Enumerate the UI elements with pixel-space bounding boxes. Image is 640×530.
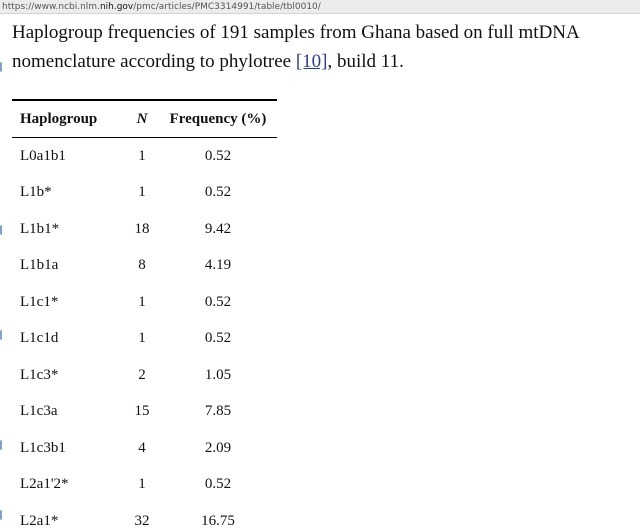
cell-n: 32	[134, 512, 150, 529]
cell-n: 1	[138, 147, 146, 164]
url-bar[interactable]	[0, 0, 640, 14]
table-row	[12, 394, 277, 431]
cell-frequency: 9.42	[204, 220, 232, 237]
cell-n: 4	[138, 439, 146, 456]
header-n: N	[136, 110, 148, 127]
url-suffix: /pmc/articles/PMC3314991/table/tbl0010/	[133, 2, 321, 12]
header-frequency: Frequency (%)	[169, 110, 267, 127]
cell-frequency: 0.52	[204, 147, 232, 164]
cell-haplogroup: L1b*	[20, 184, 52, 201]
cell-n: 1	[138, 184, 146, 201]
reference-link[interactable]: [10]	[295, 51, 328, 72]
cell-n: 8	[138, 257, 146, 274]
caption-line-2-end: , build 11.	[327, 51, 404, 72]
cell-frequency: 0.52	[204, 184, 232, 201]
cell-haplogroup: L1c3a	[20, 403, 58, 420]
margin-mark	[0, 330, 6, 340]
cell-frequency: 4.19	[204, 257, 232, 274]
cell-haplogroup: L1c3*	[20, 366, 59, 383]
cell-haplogroup: L2a1'2*	[20, 476, 69, 493]
cell-haplogroup: L1c1d	[20, 330, 59, 347]
table-row	[12, 175, 277, 212]
cell-haplogroup: L0a1b1	[20, 147, 66, 164]
table-row	[12, 211, 277, 248]
cell-haplogroup: L1c1*	[20, 293, 59, 310]
cell-n: 1	[138, 293, 146, 310]
cell-frequency: 1.05	[204, 366, 232, 383]
cell-n: 18	[134, 220, 150, 237]
table-row	[12, 138, 277, 175]
cell-haplogroup: L1c3b1	[20, 439, 66, 456]
cell-frequency: 7.85	[204, 403, 232, 420]
table-row	[12, 321, 277, 358]
cell-haplogroup: L1b1a	[20, 257, 59, 274]
cell-frequency: 2.09	[204, 439, 232, 456]
table-row	[12, 503, 277, 530]
cell-frequency: 16.75	[201, 512, 235, 529]
margin-mark	[0, 510, 6, 520]
table-row	[12, 357, 277, 394]
caption-line-2-text: nomenclature according to phylotree	[12, 51, 296, 72]
cell-n: 1	[138, 330, 146, 347]
cell-frequency: 0.52	[204, 330, 232, 347]
header-haplogroup: Haplogroup	[20, 110, 98, 127]
margin-mark	[0, 440, 6, 450]
cell-haplogroup: L1b1*	[20, 220, 60, 237]
haplogroup-table	[12, 99, 277, 530]
table-header-row	[12, 100, 277, 138]
table-row	[12, 284, 277, 321]
caption-line-1: Haplogroup frequencies of 191 samples from Ghana based on full mtDNA	[12, 22, 580, 43]
url-domain: nih.gov	[99, 2, 134, 12]
margin-mark	[0, 225, 6, 235]
table-row	[12, 248, 277, 285]
table-row	[12, 430, 277, 467]
caption-line-2	[12, 47, 640, 76]
cell-n: 2	[138, 366, 146, 383]
cell-haplogroup: L2a1*	[20, 512, 59, 529]
table-caption	[12, 18, 640, 76]
margin-mark	[0, 62, 6, 72]
url-prefix: https://www.ncbi.nlm.	[2, 2, 100, 12]
table-row	[12, 467, 277, 504]
cell-frequency: 0.52	[204, 293, 232, 310]
cell-n: 1	[138, 476, 146, 493]
cell-n: 15	[134, 403, 150, 420]
cell-frequency: 0.52	[204, 476, 232, 493]
